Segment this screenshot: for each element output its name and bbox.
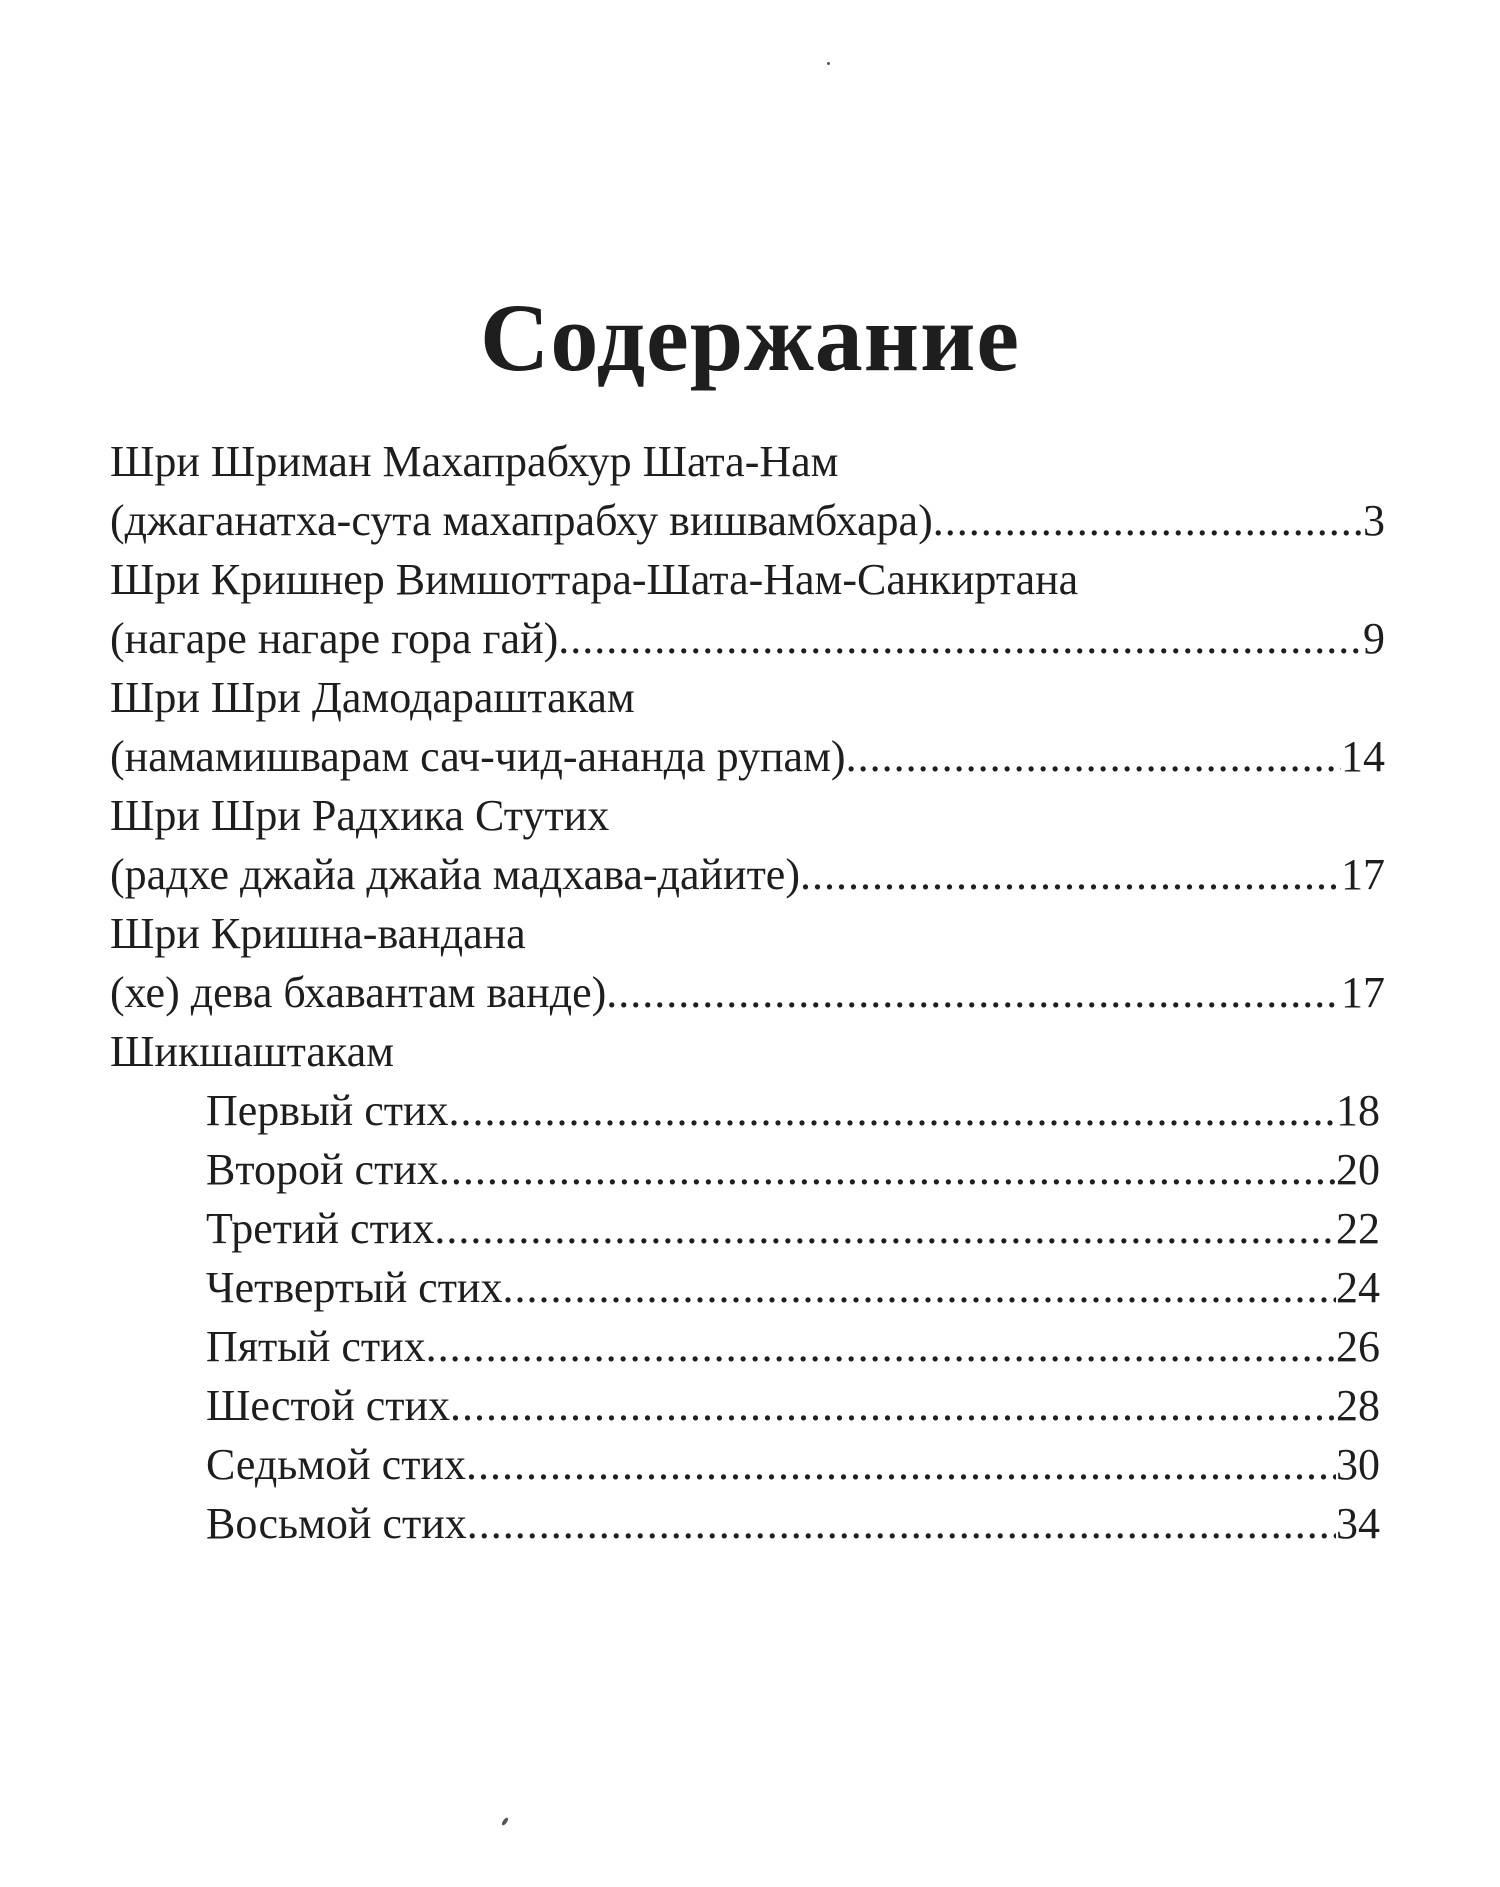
toc-entry-subtitle-line [110,609,1385,668]
toc-sub-entry-label: Пятый стих [206,1322,426,1371]
toc-entry-subtitle-line [110,491,1385,550]
dot-leader [558,609,1363,668]
toc-sub-entry [110,1317,1380,1376]
toc-sub-entry-label: Первый стих [206,1086,449,1135]
page-number: 17 [1341,968,1385,1017]
page-number: 20 [1336,1145,1380,1194]
toc-sub-entry [110,1376,1380,1435]
dot-leader [846,727,1341,786]
page-number: 17 [1341,850,1385,899]
toc-sub-entry-label: Четвертый стих [206,1263,503,1312]
toc-entry-5 [110,904,1385,1022]
toc-entry-subtitle-line [110,963,1385,1022]
toc-entry-subtitle: (джаганатха-сута махапрабху вишвамбхара) [110,496,933,545]
page-number: 9 [1363,614,1385,663]
page-number: 28 [1336,1381,1380,1430]
dot-leader [800,845,1341,904]
dot-leader [606,963,1341,1022]
toc-section-title: Шикшаштакам [110,1027,394,1076]
toc-entry-1 [110,432,1385,550]
toc-sub-entry-label: Третий стих [206,1204,435,1253]
page-number: 18 [1336,1086,1380,1135]
dot-leader [466,1435,1336,1494]
page-title: Содержание [480,284,1020,391]
dot-leader [434,1199,1336,1258]
dot-leader [426,1317,1336,1376]
page-number: 14 [1341,732,1385,781]
toc-entry-subtitle-line [110,845,1385,904]
table-of-contents [110,432,1385,1553]
dot-leader [933,491,1363,550]
toc-entry-2 [110,550,1385,668]
page-number: 24 [1336,1263,1380,1312]
toc-entry-subtitle: (намамишварам сач-чид-ананда рупам) [110,732,846,781]
toc-sub-entry [110,1199,1380,1258]
page-number: 26 [1336,1322,1380,1371]
dot-leader [502,1258,1336,1317]
toc-entry-subtitle-line [110,727,1385,786]
toc-sub-entry-label: Второй стих [206,1145,439,1194]
toc-entry-title: Шри Шри Радхика Стутих [110,791,610,840]
toc-entry-subtitle: (хе) дева бхавантам ванде) [110,968,607,1017]
dot-leader [449,1081,1337,1140]
toc-sub-entry [110,1081,1380,1140]
page-number: 3 [1363,496,1385,545]
scan-speck [827,62,830,65]
page-number: 34 [1336,1499,1380,1548]
page-number: 30 [1336,1440,1380,1489]
toc-sub-entry [110,1494,1380,1553]
toc-sub-entry-label: Седьмой стих [206,1440,466,1489]
toc-sub-entry-label: Шестой стих [206,1381,451,1430]
scan-speck [501,1817,509,1827]
toc-entry-title: Шри Шриман Махапрабхур Шата-Нам [110,437,839,486]
toc-entry-4 [110,786,1385,904]
dot-leader [467,1494,1336,1553]
dot-leader [439,1140,1336,1199]
page-number: 22 [1336,1204,1380,1253]
toc-entry-title: Шри Кришнер Вимшоттара-Шата-Нам-Санкиртана [110,555,1079,604]
toc-entry-subtitle: (нагаре нагаре гора гай) [110,614,559,663]
toc-sub-entry [110,1140,1380,1199]
toc-entry-title: Шри Шри Дамодараштакам [110,673,635,722]
toc-section-shikshashtakam [110,1022,1385,1553]
toc-entry-title: Шри Кришна-вандана [110,909,526,958]
toc-sub-entry-label: Восьмой стих [206,1499,467,1548]
toc-sub-entry [110,1435,1380,1494]
toc-entry-3 [110,668,1385,786]
dot-leader [450,1376,1336,1435]
toc-sub-entry [110,1258,1380,1317]
toc-entry-subtitle: (радхе джайа джайа мадхава-дайите) [110,850,800,899]
